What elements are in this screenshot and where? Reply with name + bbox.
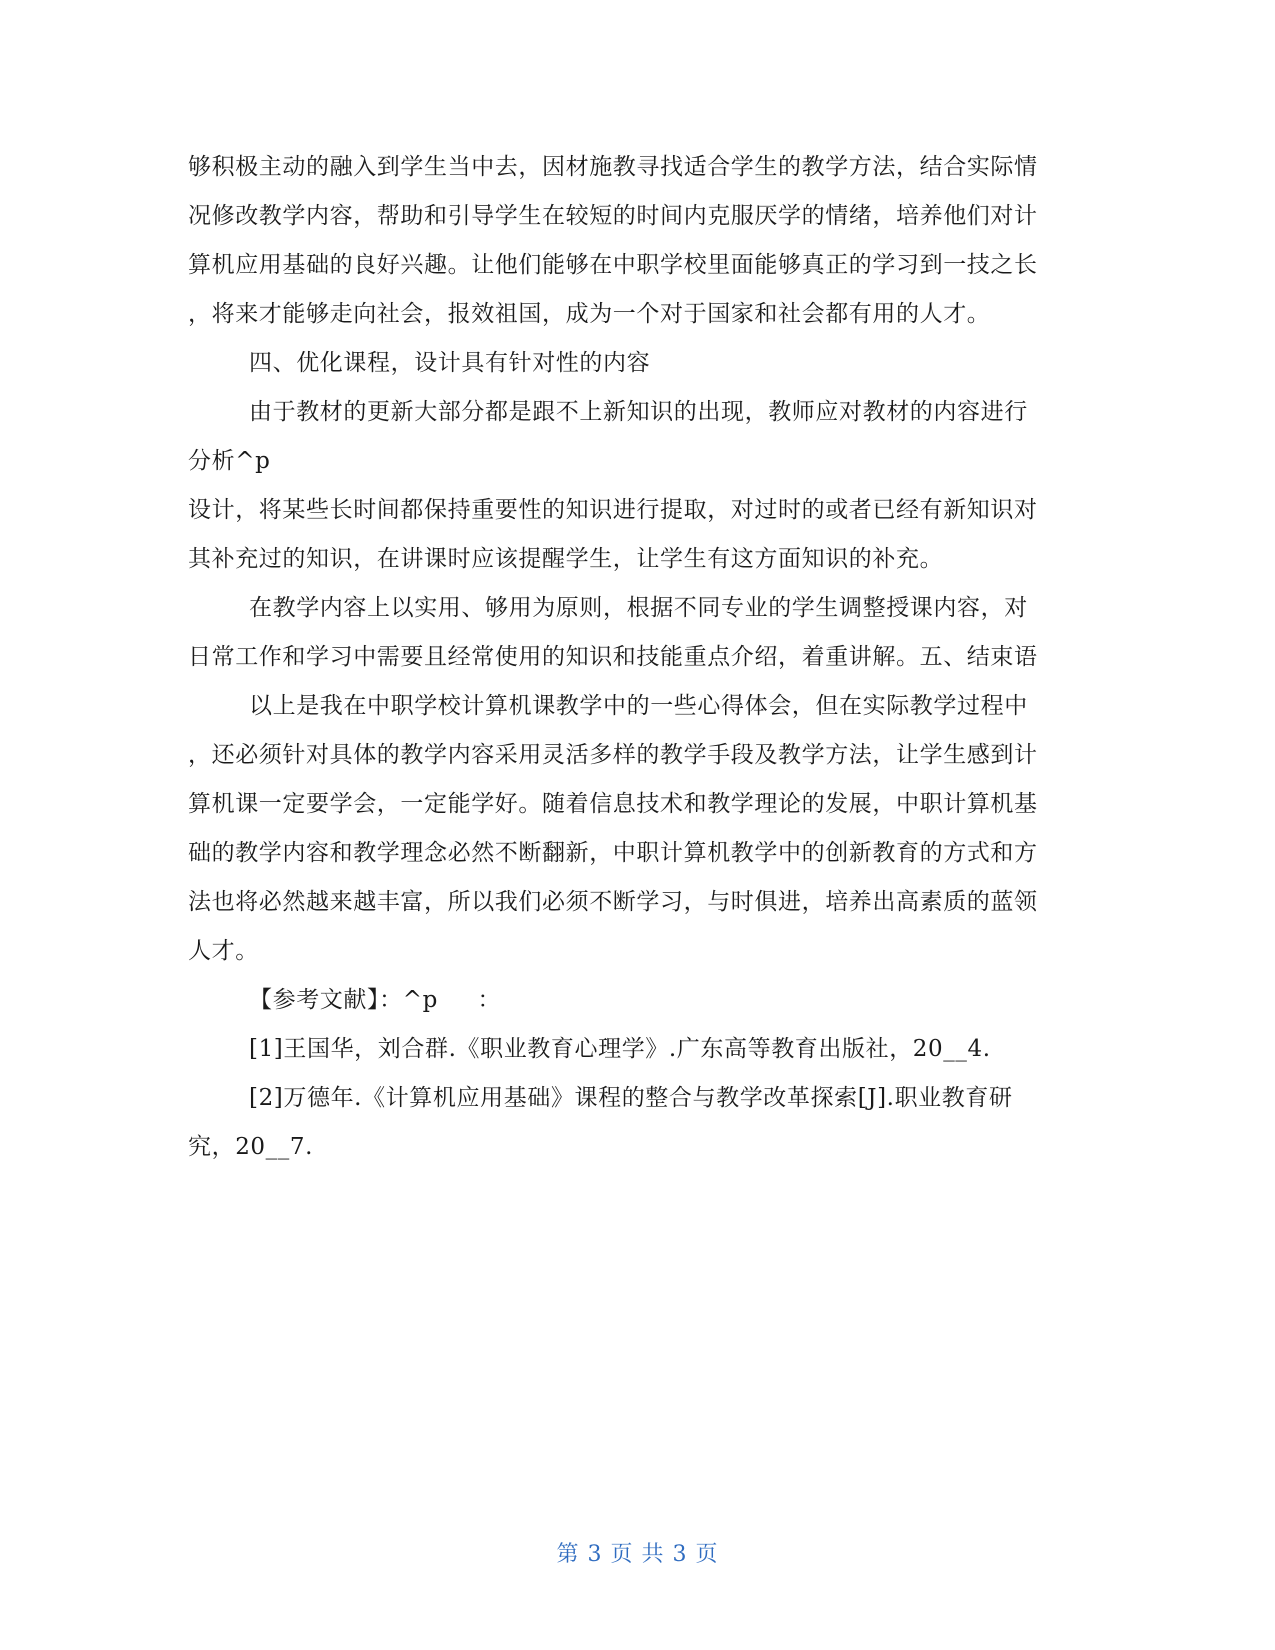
text-line: ，还必须针对具体的教学内容采用灵活多样的教学手段及教学方法，让学生感到计 [188,742,1038,768]
text-line: 设计，将某些长时间都保持重要性的知识进行提取，对过时的或者已经有新知识对 [188,497,1038,523]
reference-item: [2]万德年.《计算机应用基础》课程的整合与教学改革探索[J].职业教育研 [249,1085,1013,1111]
text-line: 础的教学内容和教学理念必然不断翻新，中职计算机教学中的创新教育的方式和方 [188,840,1038,866]
text-line: 况修改教学内容，帮助和引导学生在较短的时间内克服厌学的情绪，培养他们对计 [188,203,1038,229]
section-heading: 四、优化课程，设计具有针对性的内容 [249,350,651,376]
text-line: ，将来才能够走向社会，报效祖国，成为一个对于国家和社会都有用的人才。 [188,301,991,327]
text-line: 日常工作和学习中需要且经常使用的知识和技能重点介绍，着重讲解。五、结束语 [188,644,1038,670]
text-line: 够积极主动的融入到学生当中去，因材施教寻找适合学生的教学方法，结合实际情 [188,154,1038,180]
text-line: 人才。 [188,938,259,964]
text-line: 由于教材的更新大部分都是跟不上新知识的出现，教师应对教材的内容进行 [249,399,1028,425]
body-text [188,143,1088,1172]
references-heading: 【参考文献】：^p ： [249,987,502,1013]
text-line: 其补充过的知识，在讲课时应该提醒学生，让学生有这方面知识的补充。 [188,546,944,572]
text-line: 法也将必然越来越丰富，所以我们必须不断学习，与时俱进，培养出高素质的蓝领 [188,889,1038,915]
page-number: 第 3 页 共 3 页 [556,1542,719,1567]
text-line: 在教学内容上以实用、够用为原则，根据不同专业的学生调整授课内容，对 [249,595,1028,621]
reference-item: [1]王国华，刘合群.《职业教育心理学》.广东高等教育出版社，20__4. [249,1036,991,1062]
text-line: 以上是我在中职学校计算机课教学中的一些心得体会，但在实际教学过程中 [249,693,1028,719]
reference-item-continuation: 究，20__7. [188,1134,314,1160]
text-line: 算机应用基础的良好兴趣。让他们能够在中职学校里面能够真正的学习到一技之长 [188,252,1038,278]
page-footer [0,1537,1275,1568]
text-line: 分析^p [188,448,271,474]
text-line: 算机课一定要学会，一定能学好。随着信息技术和教学理论的发展，中职计算机基 [188,791,1038,817]
